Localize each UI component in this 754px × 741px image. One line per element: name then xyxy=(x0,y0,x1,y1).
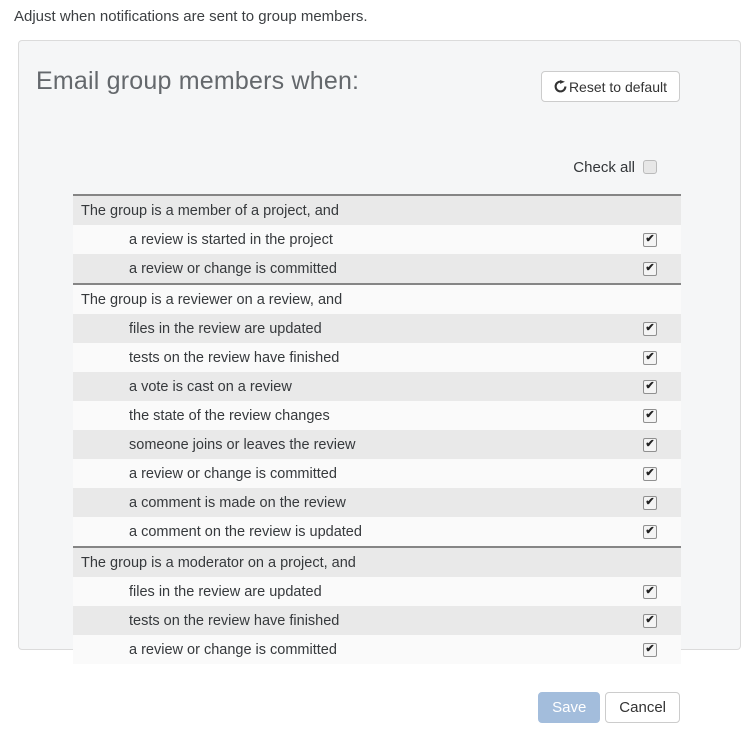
check-all-label: Check all xyxy=(573,158,635,176)
notification-row xyxy=(73,606,681,635)
notification-checkbox[interactable]: ✔ xyxy=(643,233,657,247)
notification-row xyxy=(73,635,681,664)
notification-row-label: a vote is cast on a review xyxy=(129,378,292,395)
notification-checkbox[interactable]: ✔ xyxy=(643,585,657,599)
section-header-row xyxy=(73,196,681,225)
save-button[interactable]: Save xyxy=(538,692,600,723)
footer-buttons xyxy=(538,692,680,723)
notification-row xyxy=(73,517,681,546)
notification-row-label: the state of the review changes xyxy=(129,407,330,424)
notification-row-label: tests on the review have finished xyxy=(129,349,340,366)
reset-to-default-button[interactable] xyxy=(541,71,680,102)
notification-section xyxy=(73,283,681,546)
notification-row xyxy=(73,488,681,517)
notification-table xyxy=(73,194,681,664)
email-notifications-panel xyxy=(18,40,741,658)
notification-row xyxy=(73,343,681,372)
section-header-row xyxy=(73,548,681,577)
notification-checkbox[interactable]: ✔ xyxy=(643,496,657,510)
notification-row xyxy=(73,254,681,283)
reset-button-label: Reset to default xyxy=(568,78,667,95)
refresh-icon xyxy=(554,80,567,93)
notification-checkbox[interactable]: ✔ xyxy=(643,467,657,481)
notification-row xyxy=(73,459,681,488)
check-all-checkbox[interactable] xyxy=(643,160,657,174)
notification-row-label: a review or change is committed xyxy=(129,465,337,482)
notification-checkbox[interactable]: ✔ xyxy=(643,380,657,394)
notification-checkbox[interactable]: ✔ xyxy=(643,438,657,452)
section-header-label: The group is a moderator on a project, and xyxy=(81,554,356,571)
notification-row-label: a review is started in the project xyxy=(129,231,333,248)
intro-text: Adjust when notifications are sent to group members. xyxy=(14,8,368,25)
notification-row xyxy=(73,225,681,254)
notification-row xyxy=(73,401,681,430)
section-header-row xyxy=(73,285,681,314)
notification-row-label: a review or change is committed xyxy=(129,641,337,658)
section-header-label: The group is a reviewer on a review, and xyxy=(81,291,343,308)
notification-row-label: files in the review are updated xyxy=(129,583,322,600)
check-all-row xyxy=(73,154,681,180)
notification-section xyxy=(73,194,681,283)
notification-checkbox[interactable]: ✔ xyxy=(643,525,657,539)
notification-row xyxy=(73,577,681,606)
notification-row xyxy=(73,430,681,459)
notification-checkbox[interactable]: ✔ xyxy=(643,643,657,657)
cancel-button[interactable]: Cancel xyxy=(605,692,680,723)
notification-row xyxy=(73,372,681,401)
notification-checkbox[interactable]: ✔ xyxy=(643,409,657,423)
notification-checkbox[interactable]: ✔ xyxy=(643,351,657,365)
section-header-label: The group is a member of a project, and xyxy=(81,202,339,219)
notification-row-label: a comment is made on the review xyxy=(129,494,346,511)
notification-row-label: tests on the review have finished xyxy=(129,612,340,629)
notification-row xyxy=(73,314,681,343)
notification-checkbox[interactable]: ✔ xyxy=(643,262,657,276)
panel-title: Email group members when: xyxy=(36,67,360,95)
notification-row-label: a review or change is committed xyxy=(129,260,337,277)
notification-section xyxy=(73,546,681,664)
notification-row-label: someone joins or leaves the review xyxy=(129,436,356,453)
notification-row-label: files in the review are updated xyxy=(129,320,322,337)
notification-row-label: a comment on the review is updated xyxy=(129,523,362,540)
notification-checkbox[interactable]: ✔ xyxy=(643,322,657,336)
notification-checkbox[interactable]: ✔ xyxy=(643,614,657,628)
